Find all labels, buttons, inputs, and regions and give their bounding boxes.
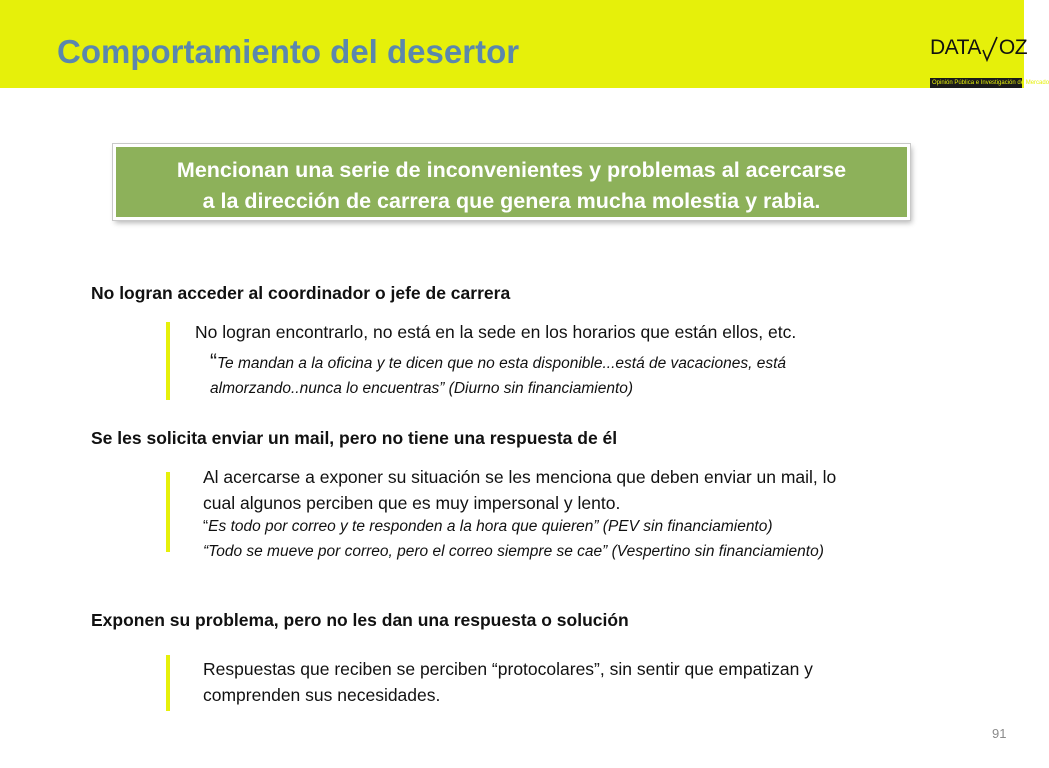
section-body-line: Al acercarse a exponer su situación se les menciona que deben enviar un mail, lo [203,467,837,487]
quote-text: Es todo por correo y te responden a la hora que quieren” (PEV sin financiamiento) [208,518,773,535]
page-title: Comportamiento del desertor [57,33,520,70]
section-body-line: comprenden sus necesidades. [203,685,441,705]
quote-text: Te mandan a la oficina y te dicen que no esta disponible...está de vacaciones, está [217,355,786,372]
section-heading-response: Exponen su problema, pero no les dan una respuesta o solución [91,610,629,630]
section-heading-access: No logran acceder al coordinador o jefe de carrera [91,283,511,303]
quote-open-mark: “ [210,350,217,373]
section-body-line: cual algunos perciben que es muy impersonal y lento. [203,493,621,513]
logo-wordmark [930,34,1027,62]
section-quote-line [203,515,773,539]
logo-word-right: OZ [998,36,1028,59]
section-accent-bar [166,472,170,552]
logo-tagline: Opinión Pública e Investigación de Mercado [932,80,1049,86]
checkmark-v-icon [982,36,998,62]
section-quote-line [210,350,786,376]
section-accent-bar [166,655,170,711]
section-accent-bar [166,322,170,400]
section-quote-line: almorzando..nunca lo encuentras” (Diurno sin financiamiento) [210,380,634,397]
section-body-line: No logran encontrarlo, no está en la sede en los horarios que están ellos, etc. [195,322,797,342]
section-heading-mail: Se les solicita enviar un mail, pero no tiene una respuesta de él [91,428,618,448]
page-number: 91 [992,726,1007,741]
quote-open-mark: “ [203,518,209,535]
section-quote-line: “Todo se mueve por correo, pero el correo siempre se cae” (Vespertino sin financiamiento) [203,543,824,560]
logo-word-left: DATA [930,36,981,59]
callout-line-1: Mencionan una serie de inconvenientes y problemas al acercarse [176,158,847,182]
section-body-line: Respuestas que reciben se perciben “protocolares”, sin sentir que empatizan y [203,659,813,679]
datavoz-logo [930,34,1049,90]
callout-line-2: a la dirección de carrera que genera mucha molestia y rabia. [202,189,821,213]
summary-callout [113,144,910,220]
